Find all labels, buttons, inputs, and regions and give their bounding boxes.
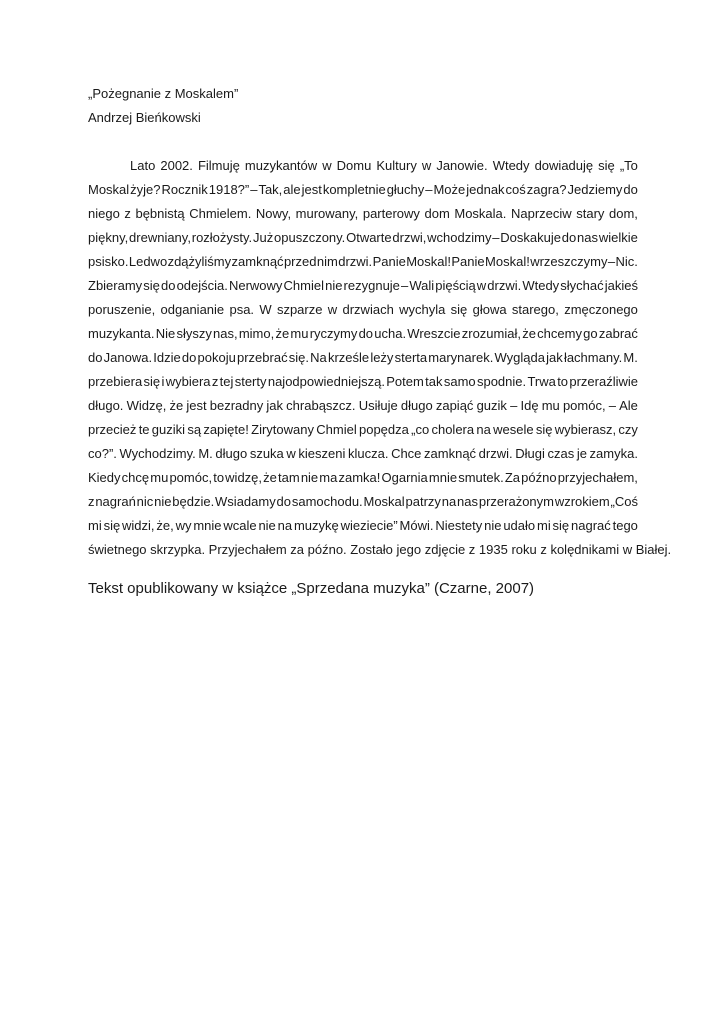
body-line: świetnego skrzypka. Przyjechałem za późno. Zostało jego zdjęcie z 1935 roku z kolędnikami w Białej. [88, 542, 672, 557]
body-line: Moskal żyje? Rocznik 1918?” – Tak, ale jest kompletnie głuchy – Może jednak coś zagra? Jedziemy do [88, 182, 638, 197]
body-line: Zbieramy się do odejścia. Nerwowy Chmiel nie rezygnuje – Wali pięścią w drzwi. Wtedy słychać jakieś [88, 278, 638, 293]
document-body [88, 154, 672, 562]
body-line: długo. Widzę, że jest bezradny jak chrabąszcz. Usiłuje długo zapiąć guzik – Idę mu pomóc, – Ale [88, 398, 638, 413]
body-line: z nagrań nic nie będzie. Wsiadamy do samochodu. Moskal patrzy na nas przerażonym wzrokiem „Coś [88, 494, 638, 509]
body-line: muzykanta. Nie słyszy nas, mimo, że mu ryczymy do ucha. Wreszcie zrozumiał, że chcemy go zabrać [88, 326, 638, 341]
publication-note: Tekst opublikowany w książce „Sprzedana muzyka” (Czarne, 2007) [88, 580, 535, 597]
document-content [88, 82, 672, 600]
body-line: psisko. Ledwo zdążyliśmy zamknąć przed nim drzwi. Panie Moskal! Panie Moskal! wrzeszczymy – Nic. [88, 254, 638, 269]
document-author: Andrzej Bieńkowski [88, 110, 201, 125]
body-line: Lato 2002. Filmuję muzykantów w Domu Kultury w Janowie. Wtedy dowiaduję się „To [130, 158, 638, 173]
body-line: poruszenie, odganianie psa. W szparze w drzwiach wychyla się głowa starego, zmęczonego [88, 302, 638, 317]
body-line: przecież te guziki są zapięte! Zirytowany Chmiel popędza „co cholera na wesele się wybierasz, czy [88, 422, 638, 437]
body-line: mi się widzi, że, wy mnie wcale nie na muzykę wieziecie” Mówi. Niestety nie udało mi się nagrać tego [88, 518, 638, 533]
body-line: niego z bębnistą Chmielem. Nowy, murowany, parterowy dom Moskala. Naprzeciw stary dom, [88, 206, 638, 221]
document-title: „Pożegnanie z Moskalem” [88, 86, 239, 101]
body-line: do Janowa. Idzie do pokoju przebrać się. Na krześle leży sterta marynarek. Wygląda jak łachmany. M. [88, 350, 638, 365]
body-line: piękny, drewniany, rozłożysty. Już opuszczony. Otwarte drzwi, wchodzimy – Doskakuje do nas wielkie [88, 230, 638, 245]
body-line: Kiedy chcę mu pomóc, to widzę, że tam nie ma zamka! Ogarnia mnie smutek. Za późno przyjechałem, [88, 470, 638, 485]
body-line: co?”. Wychodzimy. M. długo szuka w kieszeni klucza. Chce zamknąć drzwi. Długi czas je zamyka. [88, 446, 638, 461]
body-line: przebiera się i wybiera z tej sterty najodpowiedniejszą. Potem tak samo spodnie. Trwa to przeraźliwie [88, 374, 638, 389]
